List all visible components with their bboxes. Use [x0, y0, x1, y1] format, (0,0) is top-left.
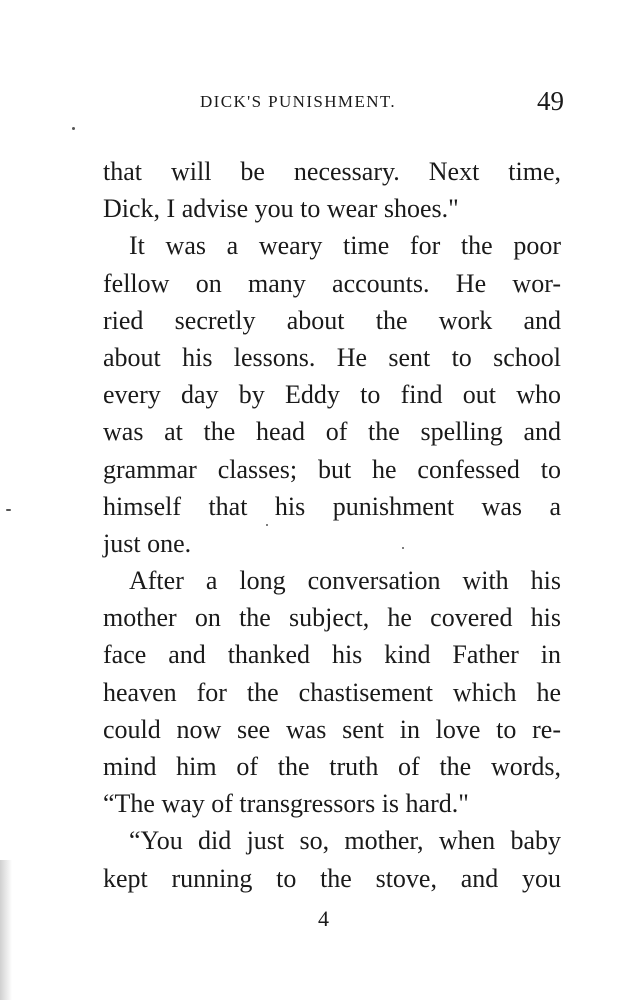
- ink-speck: [6, 509, 11, 511]
- text-line: “The way of transgressors is hard.": [103, 789, 469, 819]
- text-line: that will be necessary. Next time,: [103, 157, 561, 186]
- text-line: could now see was sent in love to re-: [103, 714, 561, 744]
- text-line: mother on the subject, he covered his: [103, 603, 561, 633]
- text-line: face and thanked his kind Father in: [103, 640, 561, 670]
- text-line: ried secretly about the work and: [103, 305, 561, 335]
- text-line: every day by Eddy to find out who: [103, 380, 561, 410]
- text-line: Dick, I advise you to wear shoes.": [103, 194, 459, 224]
- text-line: himself that his punishment was a: [103, 491, 561, 521]
- page-edge-shadow: [0, 860, 12, 1000]
- running-head: [104, 88, 564, 118]
- text-line: “You did just so, mother, when baby: [129, 826, 561, 856]
- page-number: 49: [537, 86, 564, 116]
- ink-speck: [72, 127, 75, 130]
- signature-mark: 4: [318, 906, 329, 931]
- text-line: kept running to the stove, and you: [103, 863, 561, 893]
- text-line: mind him of the truth of the words,: [103, 752, 561, 781]
- text-line: fellow on many accounts. He wor-: [103, 268, 561, 298]
- body-text: [103, 153, 561, 897]
- text-line: grammar classes; but he confessed to: [103, 454, 561, 484]
- text-line: After a long conversation with his: [129, 566, 561, 596]
- text-line: It was a weary time for the poor: [129, 231, 561, 261]
- text-line: just one.: [103, 528, 192, 558]
- text-line: heaven for the chastisement which he: [103, 677, 561, 707]
- text-line: about his lessons. He sent to school: [103, 342, 561, 372]
- text-line: was at the head of the spelling and: [103, 417, 561, 447]
- running-head-title: DICK'S PUNISHMENT.: [200, 92, 397, 111]
